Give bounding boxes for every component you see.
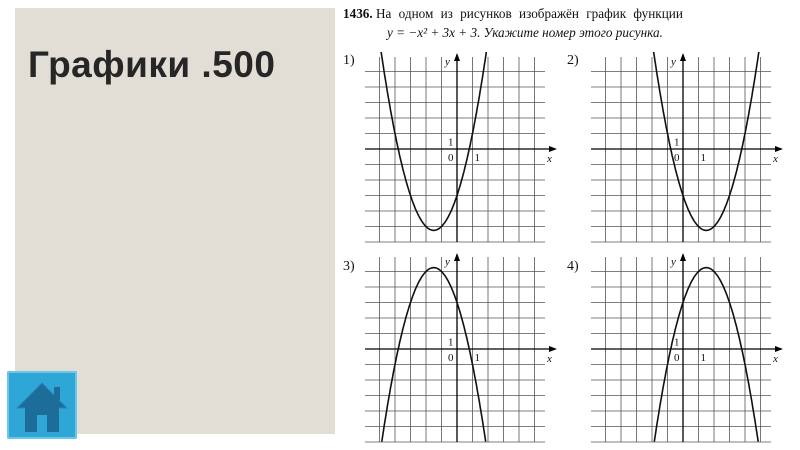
y-axis-arrow [454, 253, 460, 261]
tick-label-origin: 0 [674, 352, 680, 364]
parabola-curve [382, 268, 486, 442]
y-axis-label: y [445, 256, 450, 268]
slide-title: Графики .500 [28, 44, 276, 85]
task-text-2: y = −x² + 3x + 3. Укажите номер этого рисунка. [387, 25, 663, 40]
tick-label-y-1: 1 [674, 136, 680, 149]
tick-label-origin: 0 [448, 152, 454, 164]
x-axis-arrow [775, 146, 783, 152]
tick-label-y-1: 1 [674, 336, 680, 349]
y-axis-label: y [445, 56, 450, 68]
plot-1-chart [360, 52, 560, 247]
x-axis-label: x [547, 353, 552, 365]
y-axis-label: y [671, 56, 676, 68]
parabola-curve [654, 268, 758, 442]
parabola-curve [654, 52, 759, 230]
tick-label-y-1: 1 [448, 336, 454, 349]
x-axis-arrow [549, 146, 557, 152]
parabola-curve [381, 52, 486, 230]
plot-3-label: 3) [343, 259, 355, 274]
tick-label-x-1: 1 [700, 352, 706, 364]
tick-label-origin: 0 [448, 352, 454, 364]
plot-1-label: 1) [343, 53, 355, 68]
y-axis-arrow [680, 253, 686, 261]
y-axis-label: y [671, 256, 676, 268]
y-axis-arrow [680, 53, 686, 61]
x-axis-label: x [773, 153, 778, 165]
plot-2-chart [586, 52, 786, 247]
tick-label-x-1: 1 [474, 352, 480, 364]
home-button[interactable] [7, 371, 77, 439]
x-axis-label: x [547, 153, 552, 165]
plot-3-chart [360, 252, 560, 447]
tick-label-x-1: 1 [700, 152, 706, 164]
tick-label-x-1: 1 [474, 152, 480, 164]
plot-4-chart [586, 252, 786, 447]
plot-4-label: 4) [567, 259, 579, 274]
tick-label-origin: 0 [674, 152, 680, 164]
x-axis-arrow [775, 346, 783, 352]
task-text-1: На одном из рисунков изображён график функции [375, 6, 683, 21]
task-number: 1436. [343, 6, 373, 21]
plot-2-label: 2) [567, 53, 579, 68]
x-axis-arrow [549, 346, 557, 352]
home-icon [7, 371, 77, 439]
tick-label-y-1: 1 [448, 136, 454, 149]
y-axis-arrow [454, 53, 460, 61]
task-line-1 [343, 6, 683, 22]
x-axis-label: x [773, 353, 778, 365]
